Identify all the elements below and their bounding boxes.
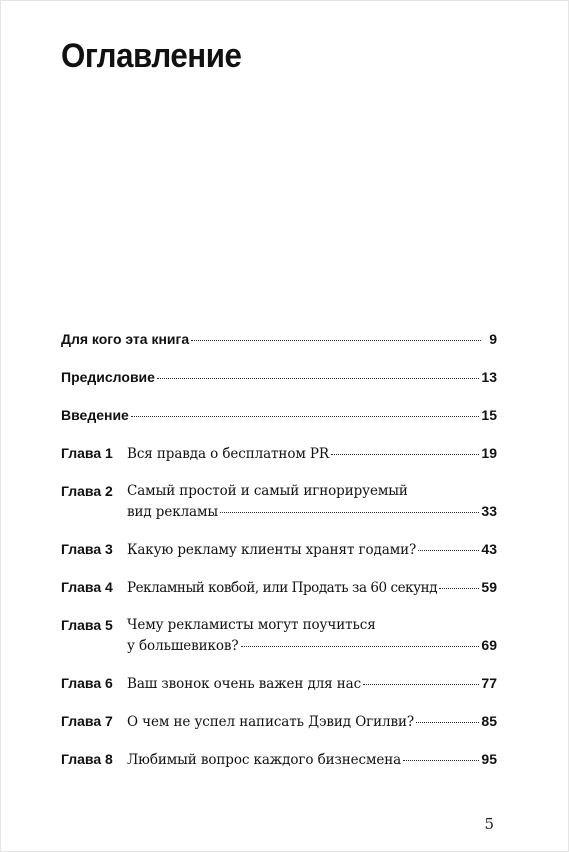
toc-entry[interactable] [61, 577, 497, 615]
dot-leader [241, 634, 480, 647]
page-number: 5 [484, 815, 494, 833]
entry-title: Какую рекламу клиенты хранят годами? [127, 542, 417, 558]
entry-page-number: 95 [481, 751, 497, 767]
dot-leader [131, 404, 480, 417]
dot-leader [363, 672, 479, 685]
entry-title-line-1: Чему рекламисты могут поучиться [127, 617, 376, 633]
toc-entry[interactable] [61, 615, 497, 673]
toc-entry[interactable] [61, 481, 497, 539]
entry-title: Для кого эта книга [61, 331, 190, 347]
dot-leader [403, 748, 479, 761]
entry-page-number: 43 [481, 541, 497, 557]
entry-page-number: 33 [481, 503, 497, 519]
dot-leader [331, 442, 479, 455]
entry-page-number: 13 [481, 369, 497, 385]
toc-entry[interactable] [61, 749, 497, 787]
entry-title: Рекламный ковбой, или Продать за 60 секунд [127, 580, 438, 596]
entry-title: О чем не успел написать Дэвид Огилви? [127, 714, 415, 730]
table-of-contents [61, 329, 497, 787]
chapter-label: Глава 4 [61, 579, 113, 595]
toc-entry[interactable] [61, 711, 497, 749]
chapter-label: Глава 7 [61, 713, 113, 729]
entry-title: Предисловие [61, 369, 155, 385]
entry-page-number: 19 [481, 445, 497, 461]
entry-page-number: 69 [481, 637, 497, 653]
toc-entry[interactable] [61, 329, 497, 367]
dot-leader [418, 538, 479, 551]
entry-title-line-1: Самый простой и самый игнорируемый [127, 483, 408, 499]
dot-leader [191, 328, 481, 341]
toc-entry[interactable] [61, 673, 497, 711]
entry-title: Вся правда о бесплатном PR [127, 446, 329, 462]
entry-page-number: 77 [481, 675, 497, 691]
chapter-label: Глава 3 [61, 541, 113, 557]
chapter-label: Глава 2 [61, 483, 113, 499]
entry-title-line-2: у большевиков? [127, 638, 239, 654]
entry-title: Ваш звонок очень важен для нас [127, 676, 362, 692]
chapter-label: Глава 5 [61, 617, 113, 633]
toc-entry[interactable] [61, 539, 497, 577]
dot-leader [439, 576, 479, 589]
entry-page-number: 59 [481, 579, 497, 595]
chapter-label: Глава 1 [61, 445, 113, 461]
entry-title: Введение [61, 407, 129, 423]
dot-leader [416, 710, 479, 723]
entry-page-number: 15 [481, 407, 497, 423]
chapter-label: Глава 6 [61, 675, 113, 691]
page-title: Оглавление [61, 37, 242, 75]
entry-page-number: 85 [481, 713, 497, 729]
chapter-label: Глава 8 [61, 751, 113, 767]
toc-entry[interactable] [61, 405, 497, 443]
entry-page-number: 9 [489, 331, 497, 347]
dot-leader [220, 500, 479, 513]
toc-entry[interactable] [61, 443, 497, 481]
entry-title-line-2: вид рекламы [127, 504, 219, 520]
toc-entry[interactable] [61, 367, 497, 405]
entry-title: Любимый вопрос каждого бизнесмена [127, 752, 402, 768]
dot-leader [157, 366, 479, 379]
